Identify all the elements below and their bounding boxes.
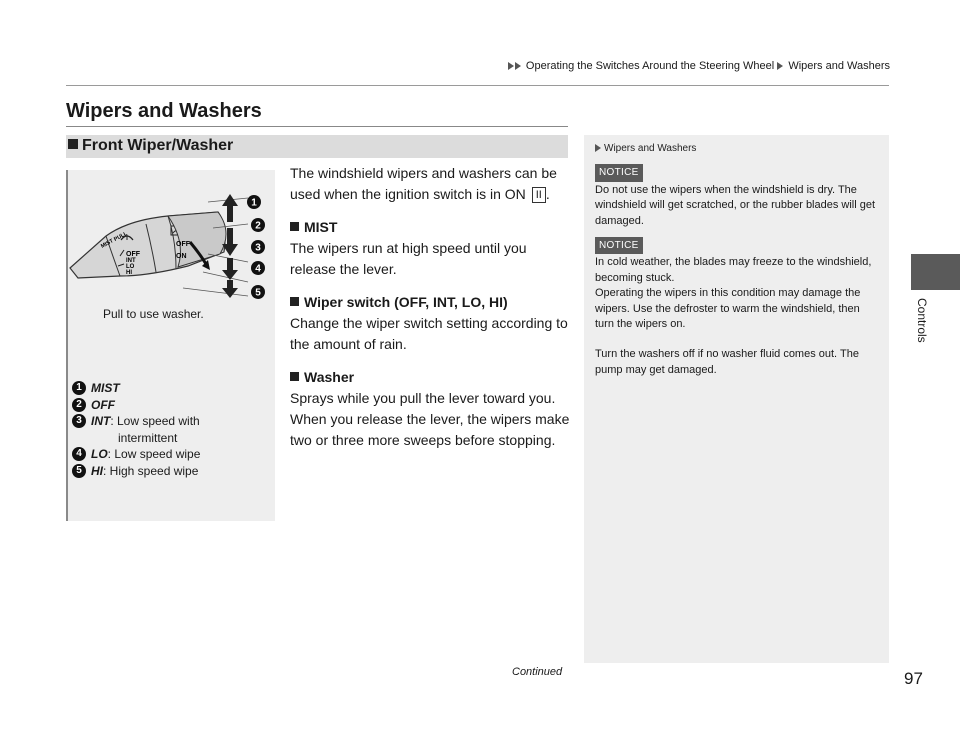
callout-2 (251, 218, 265, 232)
page-title: Wipers and Washers (66, 100, 262, 122)
notice2-text-b: Operating the wipers in this condition may damage the wipers. Use the defroster to warm the windshield, then turn the wipers on. (595, 287, 861, 331)
legend-item-hi (72, 463, 200, 480)
breadcrumb (508, 60, 890, 72)
intro-text: The windshield wipers and washers can be used when the ignition switch is in ON (290, 165, 557, 202)
section-title-text: Front Wiper/Washer (82, 137, 234, 154)
subhead-square-icon (290, 222, 299, 231)
page-number: 97 (904, 669, 923, 688)
washer-heading (290, 367, 572, 388)
notice-badge: NOTICE (595, 237, 643, 254)
mist-heading-text: MIST (304, 219, 338, 235)
sidebar-arrow-icon (595, 144, 601, 152)
figure-legend (72, 380, 200, 479)
title-rule (66, 126, 568, 127)
breadcrumb-arrow-icon (508, 62, 514, 70)
legend-desc: : High speed wipe (103, 463, 199, 478)
svg-text:5: 5 (255, 287, 261, 299)
legend-desc: : Low speed with (110, 414, 200, 428)
legend-term: HI (91, 463, 103, 478)
sidebar-notes (584, 135, 889, 663)
callout-4 (251, 261, 265, 275)
washer-heading-text: Washer (304, 369, 355, 385)
callout-1 (247, 195, 261, 209)
legend-number-icon: 1 (72, 381, 86, 395)
washer-paragraph: Sprays while you pull the lever toward you. When you release the lever, the wipers make two or three more sweeps before stopping. (290, 390, 570, 448)
legend-number-icon: 3 (72, 414, 86, 428)
breadcrumb-arrow-icon (777, 62, 783, 70)
legend-term: MIST (91, 381, 120, 395)
svg-text:3: 3 (255, 242, 261, 254)
mist-paragraph: The wipers run at high speed until you release the lever. (290, 240, 527, 277)
subhead-square-icon (290, 297, 299, 306)
continued-label: Continued (512, 666, 563, 678)
sidebar-heading (595, 141, 879, 156)
body-text (290, 163, 572, 451)
chapter-tab (911, 254, 960, 290)
sidebar-heading-text: Wipers and Washers (604, 143, 697, 154)
section-title (68, 137, 233, 155)
label-rear-off: OFF (176, 241, 190, 248)
chapter-tab-label: Controls (915, 298, 929, 343)
label-int: INT (126, 258, 136, 264)
legend-term: INT (91, 414, 111, 428)
label-off: OFF (126, 251, 140, 258)
ignition-position-badge: II (532, 187, 546, 203)
label-lo: LO (126, 264, 135, 270)
callout-5 (251, 285, 265, 299)
switch-heading-text: Wiper switch (OFF, INT, LO, HI) (304, 294, 508, 310)
figure-caption: Pull to use washer. (103, 307, 204, 321)
switch-paragraph: Change the wiper switch setting according to the amount of rain. (290, 315, 568, 352)
subhead-square-icon (290, 372, 299, 381)
legend-number-icon: 2 (72, 398, 86, 412)
notice1-text: Do not use the wipers when the windshield is dry. The windshield will get scratched, or the rubber blades will get damaged. (595, 183, 876, 227)
breadcrumb-level2: Wipers and Washers (788, 60, 890, 72)
notice2-text: In cold weather, the blades may freeze to the windshield, becoming stuck. (595, 256, 872, 284)
legend-item-off (72, 397, 200, 414)
breadcrumb-arrow-icon (515, 62, 521, 70)
callout-3 (251, 240, 265, 254)
legend-desc: : Low speed wipe (107, 447, 201, 461)
washer-note: Turn the washers off if no washer fluid comes out. The pump may get damaged. (595, 348, 859, 376)
intro-period: . (545, 186, 550, 202)
legend-term: OFF (91, 397, 115, 412)
legend-desc-continued: intermittent (118, 430, 178, 445)
breadcrumb-level1: Operating the Switches Around the Steering Wheel (525, 60, 775, 72)
legend-term: LO (91, 447, 108, 461)
section-square-icon (68, 139, 78, 149)
switch-heading (290, 292, 572, 313)
svg-text:1: 1 (251, 197, 257, 209)
svg-text:4: 4 (255, 263, 261, 275)
legend-item-mist (72, 380, 200, 397)
notice-badge: NOTICE (595, 164, 643, 181)
arrow-up-icon (222, 194, 238, 222)
arrow-down-icon (222, 280, 238, 298)
legend-number-icon: 5 (72, 464, 86, 478)
svg-text:2: 2 (255, 220, 261, 232)
label-on: ON (176, 253, 187, 260)
label-hi: HI (126, 270, 132, 276)
label-mist-pull: MIST PULL (100, 230, 129, 250)
legend-item-lo (72, 446, 200, 463)
mist-heading (290, 217, 572, 238)
wiper-switch-diagram (68, 192, 275, 310)
legend-number-icon: 4 (72, 447, 86, 461)
intro-paragraph (290, 163, 572, 205)
legend-item-int (72, 413, 200, 446)
header-rule (66, 85, 889, 86)
